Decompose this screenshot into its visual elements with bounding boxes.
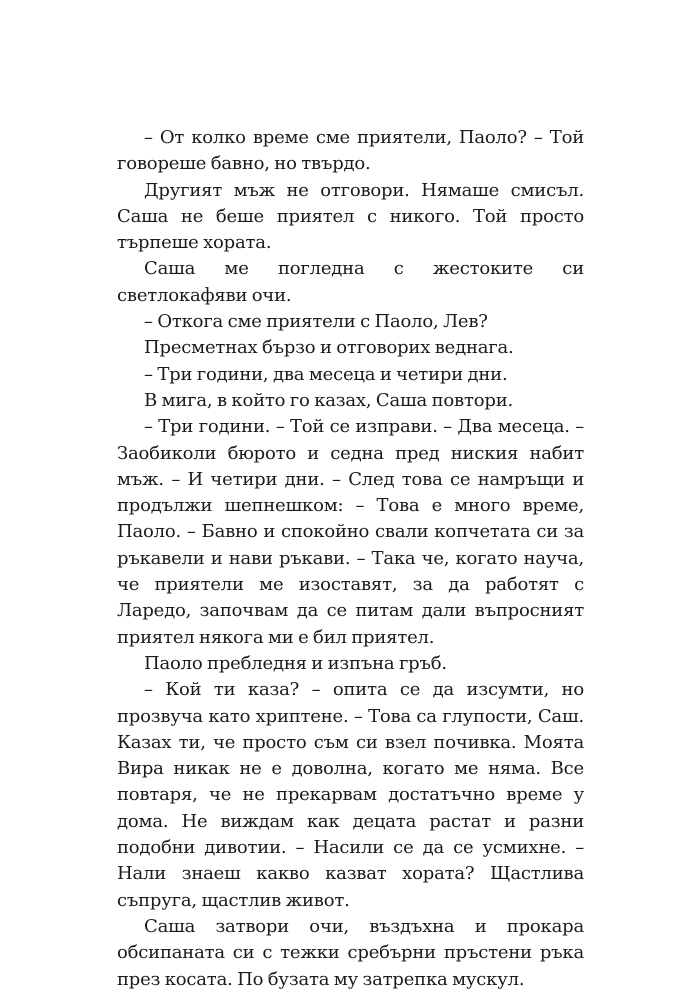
paragraph: Саша затвори очи, въздъхна и прокара обсипаната си с тежки сребърни пръстени ръка през косата. По бузата му затрепка мускул. [117, 915, 584, 990]
paragraph: В мига, в който го казах, Саша повтори. [144, 389, 514, 411]
book-page-text [117, 125, 584, 993]
paragraph: – Три години. – Той се изправи. – Два месеца. – Заобиколи бюрото и седна пред ниския набит мъж. – И четири дни. – След това се намръщи и продължи шепнешком: – Това е много време, Паоло. – Бавно и спокойно свали копчетата си за ръкавели и нави ръкави. – Така че, когато науча, че приятели ме изоставят, за да работят с Ларедо, започвам да се питам дали въпросният приятел някога ми е бил приятел. [117, 416, 584, 648]
paragraph: – Три години, два месеца и четири дни. [144, 363, 508, 385]
paragraph: Пресметнах бързо и отговорих веднага. [144, 337, 514, 359]
paragraph: Саша ме погледна с жестоките си светлокафяви очи. [117, 258, 584, 306]
paragraph: Паоло пребледня и изпъна гръб. [144, 652, 447, 674]
paragraph: – От колко време сме приятели, Паоло? – Той говореше бавно, но твърдо. [117, 127, 584, 175]
paragraph: – Кой ти каза? – опита се да изсумти, но прозвуча като хриптене. – Това са глупости, Саш. Казах ти, че просто съм си взел почивка. Моята Вира никак не е доволна, когато ме няма. Все повтаря, че не прекарвам достатъчно време у дома. Не виждам как децата растат и разни подобни дивотии. – Насили се да се усмихне. – Нали знаеш какво казват хората? Щастлива съпруга, щастлив живот. [117, 679, 584, 911]
paragraph: – Откога сме приятели с Паоло, Лев? [144, 311, 488, 333]
paragraph: Другият мъж не отговори. Нямаше смисъл. Саша не беше приятел с никого. Той просто търпеше хората. [117, 179, 584, 254]
